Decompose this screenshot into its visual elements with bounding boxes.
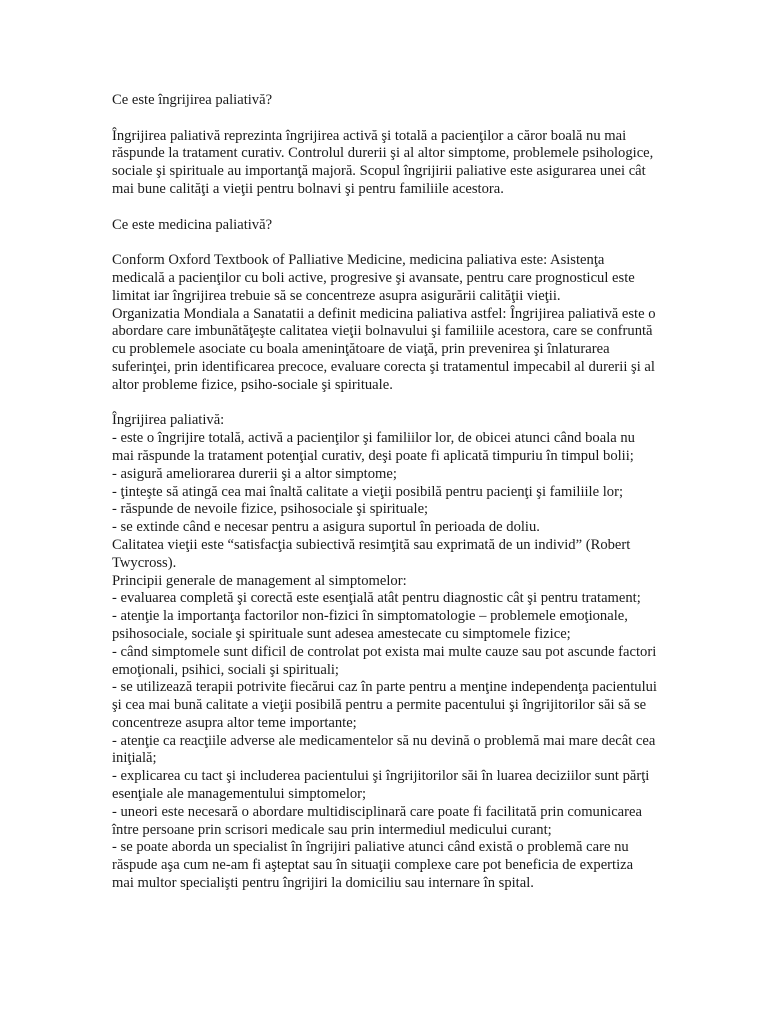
list-item: - asigură ameliorarea durerii şi a altor simptome; <box>112 465 397 482</box>
list-item: - atenţie ca reacţiile adverse ale medicamentelor să nu devină o problemă mai mare decât cea iniţială; <box>112 732 656 767</box>
list-item: - explicarea cu tact şi includerea pacientului şi îngrijitorilor săi în luarea deciziilor sunt părţi esenţiale ale managementului simptomelor; <box>112 768 650 803</box>
paragraph-palliative-care-definition: Îngrijirea paliativă reprezinta îngrijirea activă şi totală a pacienţilor a căror boală nu mai răspunde la tratament curativ. Controlul durerii şi al altor simptome, problemele psihologice, sociale şi spirituale au importanţă majoră. Scopul îngrijirii paliative este asigurarea unei cât mai bune calităţi a vieţii pentru bolnavi şi pentru familiile acestora. <box>112 127 654 197</box>
list-item: - este o îngrijire totală, activă a pacienţilor şi familiilor lor, de obicei atunci când boala nu mai răspunde la tratament potenţial curativ, deşi poate fi aplicată timpuriu în timpul bolii; <box>112 430 635 464</box>
list-item: - evaluarea completă şi corectă este esenţială atât pentru diagnostic cât şi pentru tratament; <box>112 590 641 607</box>
spacer <box>112 110 657 128</box>
paragraph-who-definition: Organizatia Mondiala a Sanatatii a definit medicina paliativa astfel: Îngrijirea paliativă este o abordare care imbunătăţeşte calitatea vieţii bolnavului şi familiile acestora, care se confruntă cu problemele asociate cu boala ameninţătoare de viaţă, prin prevenirea şi înlaturarea suferinţei, prin identificarea precoce, evaluare corecta şi tratamentul impecabil al durerii şi al altor probleme fizice, psiho-sociale şi spirituale. <box>112 305 656 393</box>
paragraph-quality-of-life: Calitatea vieţii este “satisfacţia subiectivă resimţită sau exprimată de un individ” (Robert Twycross). <box>112 536 631 571</box>
list-item: - atenţie la importanţa factorilor non-fizici în simptomatologie – problemele emoţionale, psihosociale, sociale şi spirituale sunt adesea amestecate cu simptomele fizice; <box>112 608 628 642</box>
list-item: - se extinde când e necesar pentru a asigura suportul în perioada de doliu. <box>112 519 540 536</box>
list-item: - se utilizează terapii potrivite fiecărui caz în parte pentru a menţine independenţa pacientului şi cea mai bună calitate a vieţii posibilă pentru a permite pacentului şi îngrijitorilor săi să se concentreze asupra altor teme importante; <box>112 679 657 731</box>
list-item: - se poate aborda un specialist în îngrijiri paliative atunci când există o problemă care nu răspude aşa cum ne-am fi aşteptat sau în situaţii complexe care pot beneficia de expertiza mai multor specialişti pentru îngrijiri la domiciliu sau internare în spital. <box>112 839 634 892</box>
heading-what-is-palliative-medicine: Ce este medicina paliativă? <box>112 216 273 233</box>
list-item: - uneori este necesară o abordare multidisciplinară care poate fi facilitată prin comunicarea între persoane prin scrisori medicale sau prin intermediul medicului curant; <box>112 803 642 838</box>
list-item: - când simptomele sunt dificil de controlat pot exista mai multe cauze sau pot ascunde factori emoţionali, psihici, sociali şi spirituali; <box>112 643 657 678</box>
heading-symptom-management: Principii generale de management al simptomelor: <box>112 572 407 589</box>
spacer <box>112 234 657 252</box>
list-item: - răspunde de nevoile fizice, psihosociale şi spirituale; <box>112 501 429 518</box>
document-page <box>112 92 657 893</box>
spacer <box>112 199 657 217</box>
heading-what-is-palliative-care: Ce este îngrijirea paliativă? <box>112 92 273 108</box>
list-item: - ţinteşte să atingă cea mai înaltă calitate a vieţii posibilă pentru pacienţi şi familiile lor; <box>112 483 624 500</box>
spacer <box>112 395 657 413</box>
heading-palliative-care-list: Îngrijirea paliativă: <box>112 412 225 429</box>
paragraph-oxford-definition: Conform Oxford Textbook of Palliative Medicine, medicina paliativa este: Asistenţa medicală a pacienţilor cu boli active, progresive şi avansate, pentru care prognosticul este limitat iar îngrijirea trebuie să se concentreze asupra asigurării calităţii vieţii. <box>112 252 635 304</box>
